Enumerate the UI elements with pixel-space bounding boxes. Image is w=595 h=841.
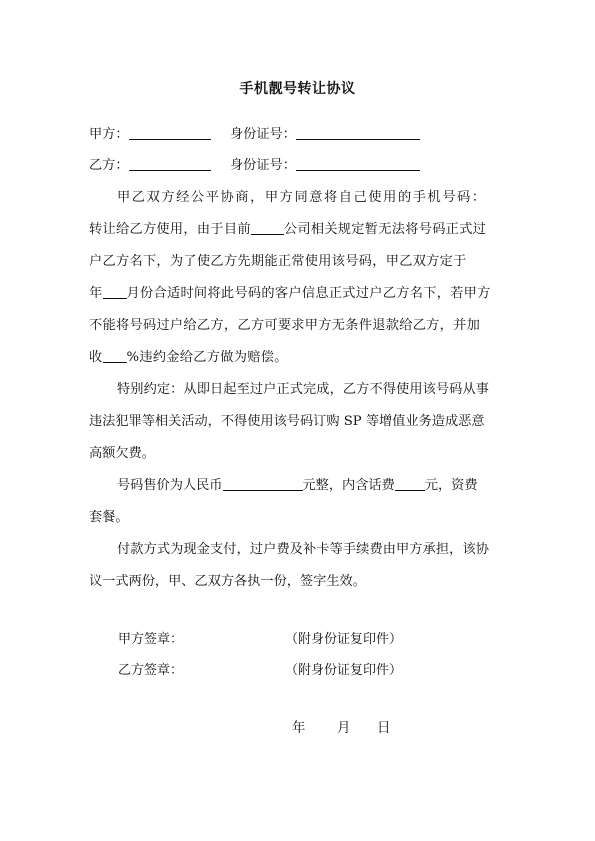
- paragraph-4-line-1: 付款方式为现金支付，过户费及补卡等手续费由甲方承担，该协: [117, 542, 490, 557]
- credit-blank[interactable]: [395, 476, 425, 491]
- party-b-label: 乙方：: [89, 158, 129, 173]
- paragraph-2-line-2: 违法犯罪等相关活动，不得使用该号码订购 SP 等增值业务造成恶意: [89, 414, 485, 429]
- party-a-id-blank[interactable]: [296, 125, 420, 140]
- party-b-row: [89, 156, 211, 176]
- text-segment: 公司相关规定暂无法将号码正式过: [283, 222, 487, 237]
- date-month: 月: [337, 720, 351, 736]
- party-a-id-label: 身份证号：: [230, 127, 296, 142]
- party-a-row: [89, 125, 211, 145]
- paragraph-1-line-2: [89, 220, 519, 240]
- text-segment: 月份合适时间将此号码的客户信息正式过户乙方名下，若甲方: [126, 286, 491, 301]
- penalty-percent-blank[interactable]: [103, 348, 127, 363]
- text-segment: 元整，内含话费: [302, 478, 395, 493]
- party-b-id-label: 身份证号：: [230, 158, 296, 173]
- price-blank[interactable]: [223, 476, 303, 491]
- date-day: 日: [377, 720, 391, 736]
- party-a-blank[interactable]: [129, 125, 211, 140]
- party-b-id-blank[interactable]: [296, 156, 420, 171]
- paragraph-2-line-3: 高额欠费。: [89, 446, 155, 461]
- paragraph-1-line-4: [89, 284, 519, 304]
- paragraph-3-line-1: [117, 476, 547, 496]
- party-b-id-row: [230, 156, 420, 176]
- text-segment: %违约金给乙方做为赔偿。: [126, 350, 288, 365]
- month-blank[interactable]: [103, 284, 127, 299]
- text-segment: 收: [89, 350, 103, 365]
- paragraph-4-line-2: 议一式两份，甲、乙双方各执一份，签字生效。: [89, 574, 366, 589]
- party-b-id-copy-note: （附身份证复印件）: [285, 663, 403, 678]
- paragraph-1-line-5: 不能将号码过户给乙方，乙方可要求甲方无条件退款给乙方，并加: [89, 318, 481, 333]
- text-segment: 转让给乙方使用，由于目前: [89, 222, 251, 237]
- paragraph-3-line-2: 套餐。: [89, 510, 129, 525]
- text-segment: 号码售价为人民币: [117, 478, 223, 493]
- party-a-signature-label: 甲方签章：: [118, 632, 184, 647]
- paragraph-2-line-1: 特别约定：从即日起至过户正式完成，乙方不得使用该号码从事: [117, 382, 490, 397]
- text-segment: 元，资费: [424, 478, 478, 493]
- paragraph-1-line-3: 户乙方名下，为了使乙方先期能正常使用该号码，甲乙双方定于: [89, 254, 467, 269]
- party-a-id-copy-note: （附身份证复印件）: [285, 632, 403, 647]
- party-a-label: 甲方：: [89, 127, 129, 142]
- paragraph-1-line-1: 甲乙双方经公平协商，甲方同意将自己使用的手机号码：: [117, 190, 487, 205]
- document-title: 手机靓号转让协议: [239, 81, 356, 97]
- party-b-blank[interactable]: [129, 156, 211, 171]
- party-b-signature-label: 乙方签章：: [118, 663, 184, 678]
- company-blank[interactable]: [251, 220, 284, 235]
- date-year: 年: [292, 720, 306, 736]
- paragraph-1-line-6: [89, 348, 519, 368]
- party-a-id-row: [230, 125, 420, 145]
- text-segment: 年: [89, 286, 103, 301]
